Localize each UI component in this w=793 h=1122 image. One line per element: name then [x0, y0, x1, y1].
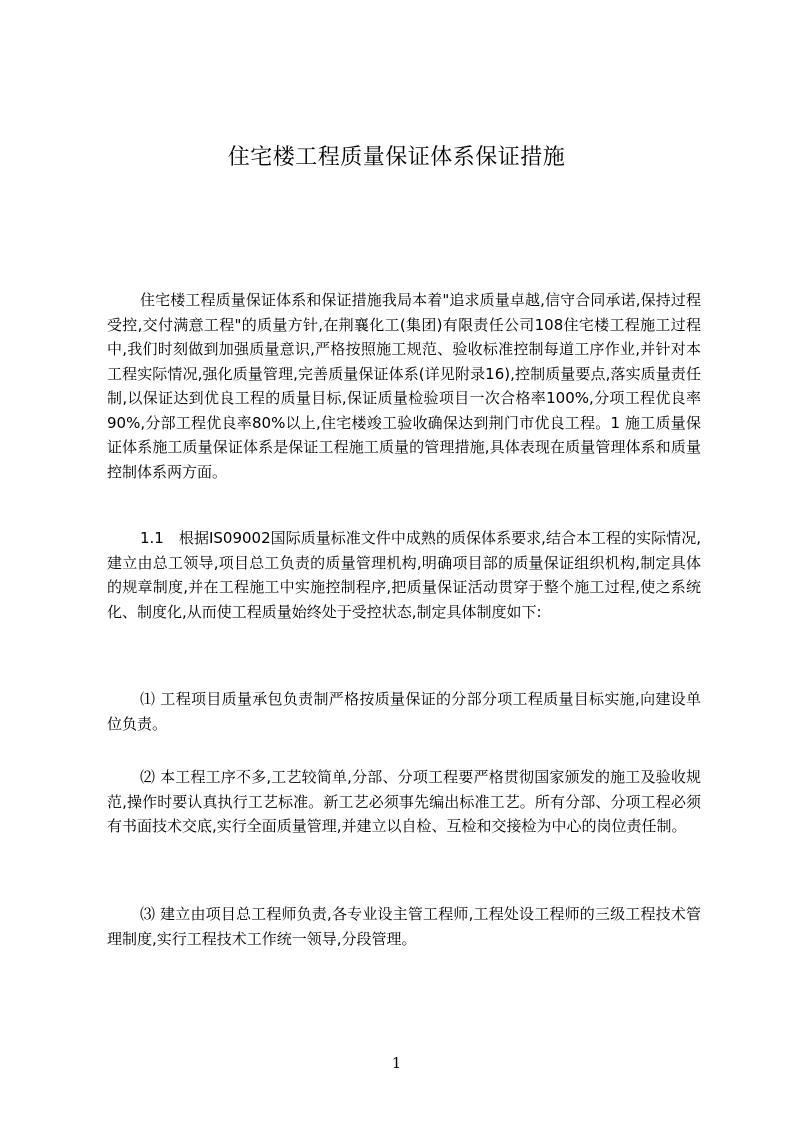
document-title: 住宅楼工程质量保证体系保证措施	[227, 145, 566, 170]
paragraph-item-1: ⑴ 工程项目质量承包负责制严格按质量保证的分部分项工程质量目标实施,向建设单位负责。	[107, 690, 701, 733]
paragraph-1-1: 1.1 根据IS09002国际质量标准文件中成熟的质保体系要求,结合本工程的实际情况,建立由总工领导,项目总工负责的质量管理机构,明确项目部的质量保证组织机构,制定具体的规章制度,并在工程施工中实施控制程序,把质量保证活动贯穿于整个施工过程,使之系统化、制度化,从而使工程质量始终处于受控状态,制定具体制度如下:	[107, 529, 701, 621]
paragraph-intro: 住宅楼工程质量保证体系和保证措施我局本着"追求质量卓越,信守合同承诺,保持过程受控,交付满意工程"的质量方针,在荆襄化工(集团)有限责任公司108住宅楼工程施工过程中,我们时刻做到加强质量意识,严格按照施工规范、验收标准控制每道工序作业,并针对本工程实际情况,强化质量管理,完善质量保证体系(详见附录16),控制质量要点,落实质量责任制,以保证达到优良工程的质量目标,保证质量检验项目一次合格率100%,分项工程优良率90%,分部工程优良率80%以上,住宅楼竣工验收确保达到荆门市优良工程。1 施工质量保证体系施工质量保证体系是保证工程施工质量的管理措施,具体表现在质量管理体系和质量控制体系两方面。	[107, 291, 701, 481]
page-number: 1	[391, 1054, 402, 1072]
paragraph-item-3: ⑶ 建立由项目总工程师负责,各专业设主管工程师,工程处设工程师的三级工程技术管理制度,实行工程技术工作统一领导,分段管理。	[107, 905, 701, 948]
paragraph-item-2: ⑵ 本工程工序不多,工艺较简单,分部、分项工程要严格贯彻国家颁发的施工及验收规范,操作时要认真执行工艺标准。新工艺必须事先编出标准工艺。所有分部、分项工程必须有书面技术交底,实行全面质量管理,并建立以自检、互检和交接检为中心的岗位责任制。	[107, 768, 701, 835]
